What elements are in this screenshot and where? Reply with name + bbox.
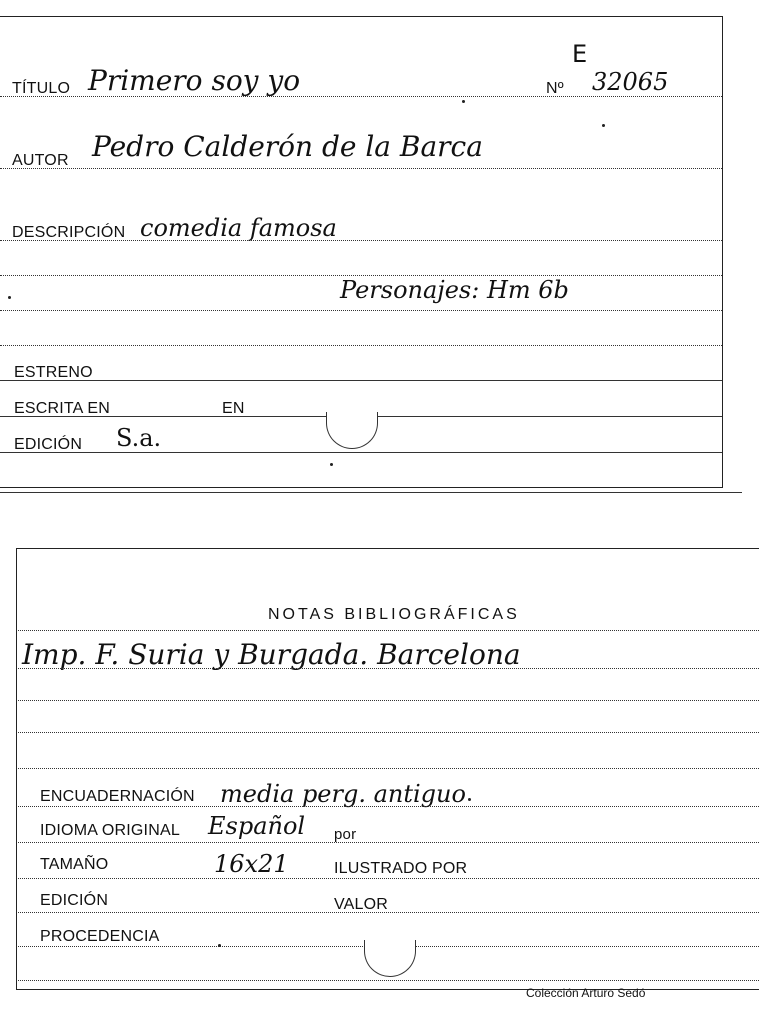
idioma-label: IDIOMA ORIGINAL: [40, 822, 180, 839]
dot-e: [468, 798, 471, 801]
rule-personajes: [0, 310, 722, 311]
rule-idioma: [18, 842, 759, 843]
notas-heading: NOTAS BIBLIOGRÁFICAS: [268, 606, 520, 623]
rule-notas-2: [18, 668, 759, 669]
rule-bottom-top-card: [0, 492, 742, 493]
edicion-label-bottom: EDICIÓN: [40, 892, 109, 909]
rule-edicion-bottom: [18, 912, 759, 913]
numero-letter: E: [572, 40, 588, 68]
idioma-value: Español: [208, 812, 306, 840]
por-label: por: [334, 826, 357, 843]
numero-label: Nº: [546, 80, 564, 97]
estreno-label: ESTRENO: [14, 364, 93, 381]
rule-tamano: [18, 878, 759, 879]
mark-dot: [8, 296, 11, 299]
rule-autor: [0, 168, 722, 169]
rule-notas-3: [18, 700, 759, 701]
en-label: EN: [222, 400, 245, 417]
encuadernacion-label: ENCUADERNACIÓN: [40, 788, 195, 805]
titulo-value: Primero soy yo: [88, 64, 301, 97]
rule-last: [18, 980, 759, 981]
rule-blank-2: [0, 345, 722, 346]
numero-value: 32065: [592, 68, 669, 96]
rule-notas-5: [18, 768, 759, 769]
titulo-label: TÍTULO: [12, 80, 71, 97]
collection-footer: Colección Arturo Sedó: [526, 986, 646, 1000]
procedencia-label: PROCEDENCIA: [40, 928, 160, 945]
ilustrado-label: ILUSTRADO POR: [334, 860, 468, 877]
descripcion-value: comedia famosa: [140, 214, 337, 242]
dot-d: [218, 944, 221, 947]
rule-notas-4: [18, 732, 759, 733]
tamano-label: TAMAÑO: [40, 856, 109, 873]
autor-value: Pedro Calderón de la Barca: [92, 130, 483, 163]
rule-encuadernacion: [18, 806, 759, 807]
personajes-value: Personajes: Hm 6b: [340, 276, 569, 304]
dot-c: [330, 463, 333, 466]
valor-label: VALOR: [334, 896, 389, 913]
descripcion-label: DESCRIPCIÓN: [12, 224, 126, 241]
rule-estreno: [0, 380, 722, 381]
escrita-en-label: ESCRITA EN: [14, 400, 110, 417]
autor-label: AUTOR: [12, 152, 69, 169]
notas-value: Imp. F. Suria y Burgada. Barcelona: [22, 638, 521, 671]
encuadernacion-value: media perg. antiguo: [220, 780, 466, 808]
tamano-value: 16x21: [214, 850, 289, 878]
edicion-value-top: S.a.: [116, 424, 162, 452]
dot-b: [602, 124, 605, 127]
dot-a: [462, 100, 465, 103]
rule-notas-1: [18, 630, 759, 631]
rule-edicion: [0, 452, 722, 453]
edicion-label-top: EDICIÓN: [14, 436, 83, 453]
